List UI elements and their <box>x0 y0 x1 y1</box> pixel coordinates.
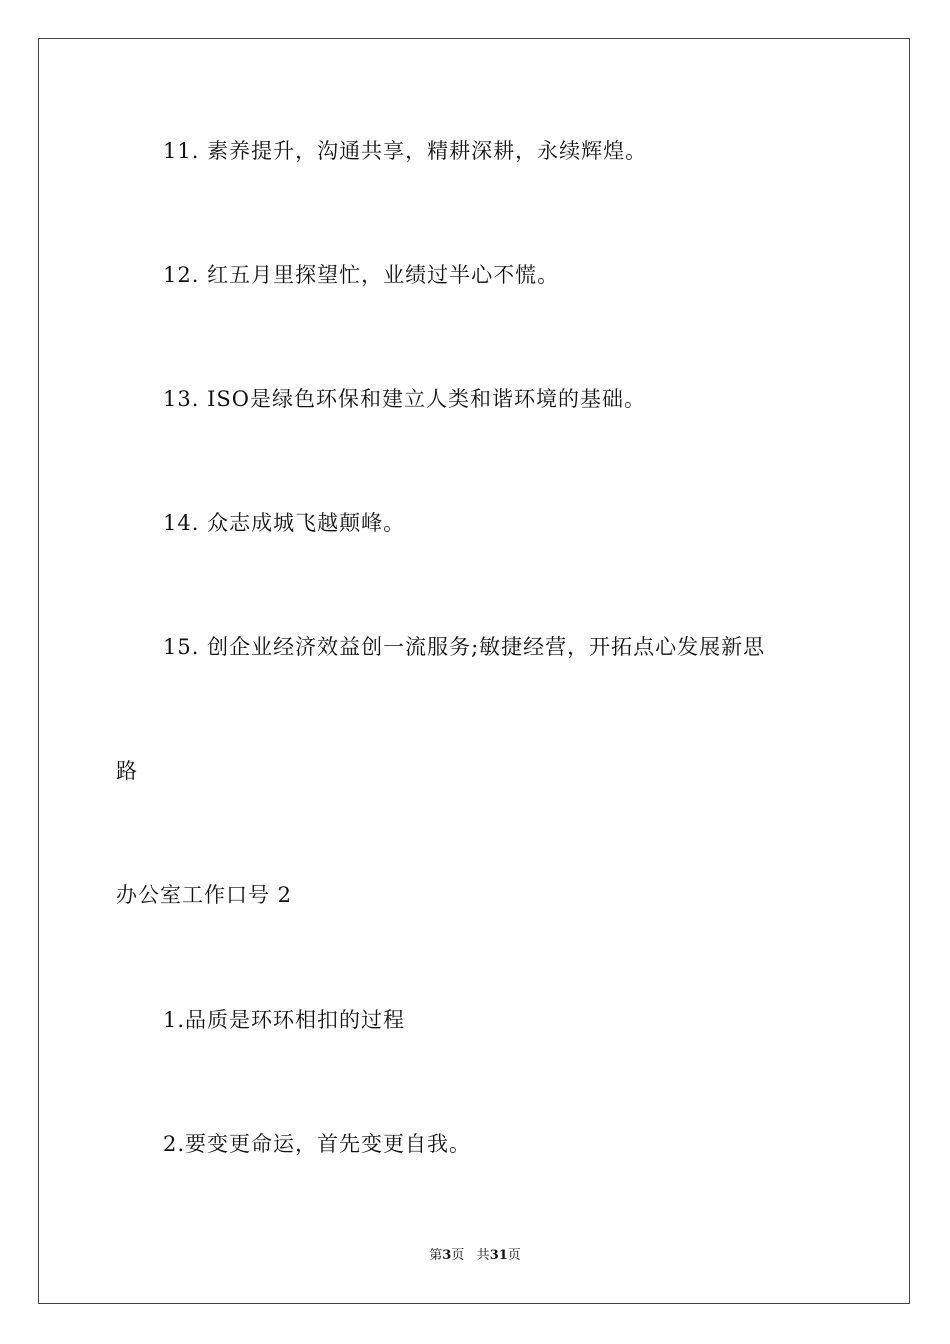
footer-page-number: 3 <box>442 1248 452 1263</box>
list-item <box>163 1005 405 1035</box>
item-number: 13. <box>163 387 200 411</box>
item-number: 2. <box>163 1132 186 1156</box>
footer-total-pages: 31 <box>489 1248 508 1263</box>
section-heading: 办公室工作口号 2 <box>116 883 293 907</box>
item-number: 1. <box>163 1008 186 1032</box>
item-text: 众志成城飞越颠峰。 <box>207 511 406 535</box>
list-item <box>163 1129 471 1159</box>
footer-page-prefix: 第 <box>429 1248 443 1263</box>
list-item-continuation: 路 <box>116 759 138 783</box>
item-number: 12. <box>163 263 200 287</box>
list-item <box>163 136 647 166</box>
list-item <box>163 260 559 290</box>
item-text: 素养提升，沟通共享，精耕深耕，永续辉煌。 <box>207 139 648 163</box>
item-number: 15. <box>163 635 200 659</box>
item-text: 要变更命运，首先变更自我。 <box>185 1132 472 1156</box>
item-text: 创企业经济效益创一流服务;敏捷经营，开拓点心发展新思 <box>207 635 766 659</box>
list-item <box>163 508 405 538</box>
item-number: 11. <box>163 139 200 163</box>
item-number: 14. <box>163 511 200 535</box>
page-frame <box>38 38 910 1304</box>
footer-total-suffix: 页 <box>507 1248 521 1263</box>
item-text: 品质是环环相扣的过程 <box>185 1008 406 1032</box>
footer-page-suffix: 页 <box>451 1248 465 1263</box>
item-text: 红五月里探望忙，业绩过半心不慌。 <box>207 263 560 287</box>
list-item <box>163 632 765 662</box>
list-item <box>163 384 646 414</box>
page-footer <box>0 1247 950 1265</box>
footer-total-prefix: 共 <box>476 1248 490 1263</box>
item-text: ISO是绿色环保和建立人类和谐环境的基础。 <box>207 387 646 411</box>
